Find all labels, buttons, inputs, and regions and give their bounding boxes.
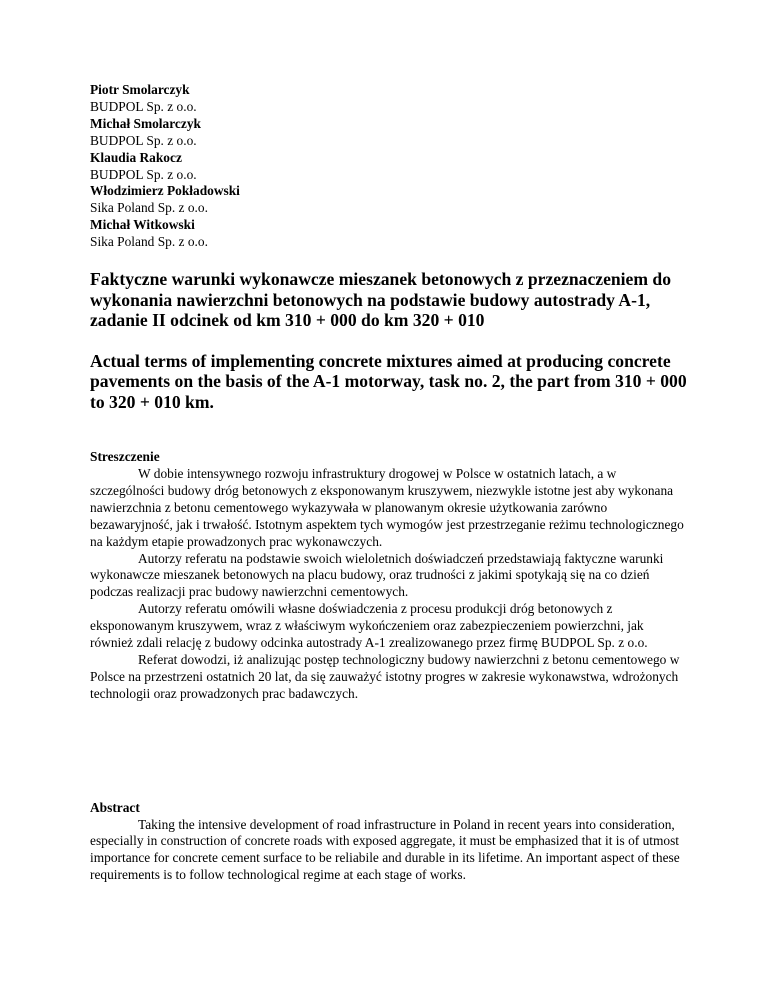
summary-paragraph: Autorzy referatu na podstawie swoich wieloletnich doświadczeń przedstawiają faktyczne warunki wykonawcze mieszanek betonowych na placu budowy, oraz trudności z jakimi spotykają się na co dzień podczas realizacji prac budowy nawierzchni cementowych.: [90, 550, 664, 600]
summary-polish-section: [90, 449, 690, 703]
author-affiliation: BUDPOL Sp. z o.o.: [90, 166, 197, 182]
summary-polish-heading: Streszczenie: [90, 449, 160, 465]
abstract-english-section: [90, 800, 690, 885]
author-name: Michał Smolarczyk: [90, 115, 201, 131]
abstract-heading: Abstract: [90, 799, 140, 815]
summary-paragraph: Referat dowodzi, iż analizując postęp technologiczny budowy nawierzchni z betonu cementowego w Polsce na przestrzeni ostatnich 20 lat, da się zauważyć istotny progres w zakresie wykonawstwa, wdrożonych technologii oraz prowadzonych prac badawczych.: [90, 651, 680, 701]
title-polish: Faktyczne warunki wykonawcze mieszanek betonowych z przeznaczeniem do wykonania nawierzchni betonowych na podstawie budowy autostrady A-1, zadanie II odcinek od km 310 + 000 do km 320 + 010: [90, 269, 672, 331]
document-page: [90, 82, 690, 884]
author-affiliation: BUDPOL Sp. z o.o.: [90, 132, 197, 148]
summary-paragraph: Autorzy referatu omówili własne doświadczenia z procesu produkcji dróg betonowych z eksponowanym kruszywem, wraz z właściwym wykończeniem oraz zabezpieczeniem powierzchni, jak również zdali relację z budowy odcinka autostrady A-1 zrealizowanego przez firmę BUDPOL Sp. z o.o.: [90, 601, 648, 651]
author-affiliation: BUDPOL Sp. z o.o.: [90, 98, 197, 114]
summary-paragraph: W dobie intensywnego rozwoju infrastruktury drogowej w Polsce w ostatnich latach, a w szczególności budowy dróg betonowych z eksponowanym kruszywem, niezwykle istotne jest aby wykonana nawierzchnia z betonu cementowego wykazywała w planowanym okresie użytkowania zarówno bezawaryjność, jak i trwałość. Istotnym aspektem tych wymogów jest przestrzeganie reżimu technologicznego na każdym etapie prowadzonych prac wykonawczych.: [90, 465, 684, 549]
abstract-paragraph: Taking the intensive development of road infrastructure in Poland in recent years into consideration, especially in construction of concrete roads with exposed aggregate, it must be emphasized that it is of utmost importance for concrete cement surface to be reliabile and durable in its lifetime. An important aspect of these requirements is to follow technological regime at each stage of works.: [90, 816, 680, 883]
author-name: Piotr Smolarczyk: [90, 82, 190, 97]
author-name: Michał Witkowski: [90, 217, 195, 233]
title-english: Actual terms of implementing concrete mixtures aimed at producing concrete pavements on the basis of the A-1 motorway, task no. 2, the part from 310 + 000 to 320 + 010 km.: [90, 350, 687, 412]
author-list: [90, 82, 690, 251]
author-affiliation: Sika Poland Sp. z o.o.: [90, 200, 208, 216]
author-name: Klaudia Rakocz: [90, 149, 182, 165]
author-name: Włodzimierz Pokładowski: [90, 183, 240, 199]
author-affiliation: Sika Poland Sp. z o.o.: [90, 234, 208, 250]
